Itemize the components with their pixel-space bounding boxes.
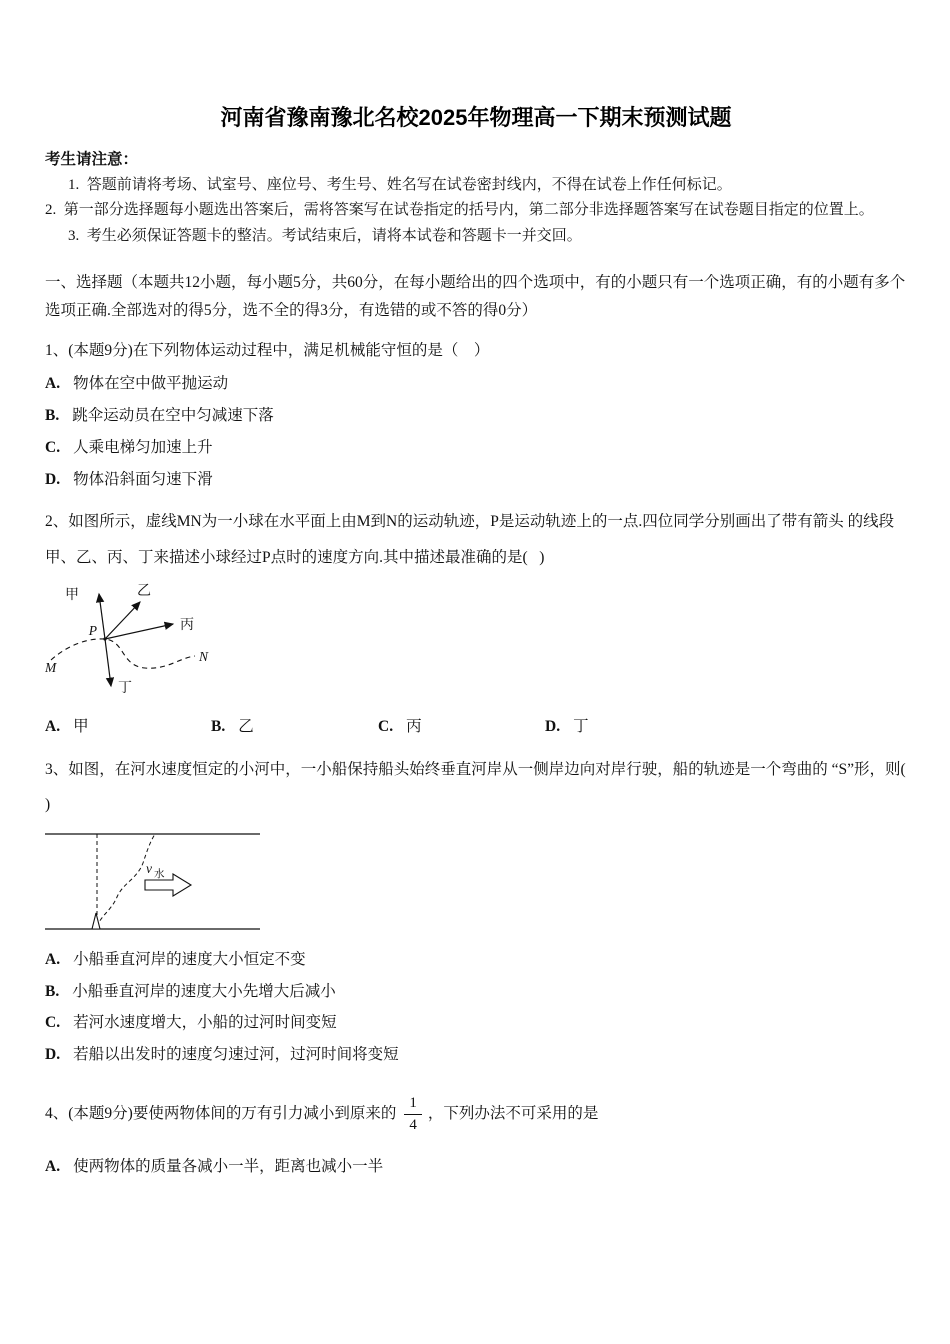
page-title: 河南省豫南豫北名校2025年物理高一下期末预测试题 bbox=[220, 105, 732, 130]
stem-text-before: 4、(本题9分)要使两物体间的万有引力减小到原来的 bbox=[45, 1104, 397, 1122]
question-4 bbox=[45, 1094, 907, 1179]
question-4-option-a bbox=[45, 1155, 907, 1180]
option-text: 若河水速度增大，小船的过河时间变短 bbox=[73, 1014, 337, 1032]
question-2 bbox=[45, 504, 907, 739]
option-text: 若船以出发时的速度匀速过河，过河时间将变短 bbox=[73, 1046, 399, 1064]
water-flow-arrow bbox=[145, 874, 191, 896]
question-3 bbox=[45, 752, 929, 1068]
question-3-figure bbox=[45, 829, 907, 941]
question-1-stem: 1、(本题9分)在下列物体运动过程中，满足机械能守恒的是（ ） bbox=[45, 342, 490, 360]
question-1-option-b bbox=[45, 404, 907, 429]
option-label: A. bbox=[45, 717, 61, 735]
label-water: 水 bbox=[154, 868, 165, 880]
stem-text-after: ，下列办法不可采用的是 bbox=[427, 1104, 599, 1122]
option-label: D. bbox=[45, 470, 61, 488]
option-text: 使两物体的质量各减小一半，距离也减小一半 bbox=[73, 1157, 384, 1175]
option-label: C. bbox=[45, 438, 61, 456]
option-text: 丁 bbox=[573, 717, 589, 735]
label-yi: 乙 bbox=[137, 583, 151, 599]
velocity-arrow-bing bbox=[105, 624, 173, 639]
option-label: C. bbox=[378, 717, 394, 735]
question-1-option-d bbox=[45, 468, 907, 493]
option-text: 物体在空中做平抛运动 bbox=[73, 375, 229, 393]
question-2-option-d bbox=[545, 714, 589, 736]
question-2-option-c bbox=[378, 714, 422, 736]
option-label: B. bbox=[45, 406, 60, 424]
fraction-denominator: 4 bbox=[409, 1116, 417, 1133]
option-text: 甲 bbox=[73, 717, 89, 735]
option-label: A. bbox=[45, 1157, 61, 1175]
option-text: 丙 bbox=[406, 717, 422, 735]
section-heading: 一、选择题（本题共12小题，每小题5分，共60分，在每小题给出的四个选项中，有的小题只有一个选项正确，有的小题有多个选项正确.全部选对的得5分，选不全的得3分，有选错的或不答的得0分） bbox=[45, 274, 906, 320]
question-2-option-a bbox=[45, 714, 89, 736]
question-2-option-b bbox=[211, 714, 254, 736]
question-2-figure bbox=[45, 582, 907, 702]
river-diagram bbox=[45, 829, 260, 936]
question-1 bbox=[45, 337, 907, 492]
notice-header: 考生请注意： bbox=[45, 150, 139, 168]
velocity-arrow-ding bbox=[105, 639, 111, 686]
option-label: D. bbox=[545, 717, 561, 735]
label-n: N bbox=[199, 648, 209, 664]
notice-item-2: 2. 第一部分选择题每小题选出答案后，需将答案写在试卷指定的括号内，第二部分非选择题答案写在试卷题目指定的位置上。 bbox=[45, 202, 874, 219]
label-jia: 甲 bbox=[65, 587, 79, 603]
notice-item-1: 1. 答题前请将考场、试室号、座位号、考生号、姓名写在试卷密封线内，不得在试卷上作任何标记。 bbox=[68, 176, 732, 193]
boat-icon bbox=[92, 913, 100, 929]
question-1-option-c bbox=[45, 436, 907, 461]
trajectory-dashed-path bbox=[51, 638, 195, 667]
option-label: C. bbox=[45, 1014, 61, 1032]
option-text: 乙 bbox=[238, 717, 254, 735]
option-label: A. bbox=[45, 375, 61, 393]
question-3-option-d bbox=[45, 1043, 907, 1068]
option-label: A. bbox=[45, 950, 61, 968]
trajectory-diagram bbox=[45, 582, 245, 697]
question-4-stem bbox=[45, 1094, 907, 1135]
notice-item-3: 3. 考生必须保证答题卡的整洁。考试结束后，请将本试卷和答题卡一并交回。 bbox=[68, 227, 582, 244]
option-text: 跳伞运动员在空中匀减速下落 bbox=[72, 406, 274, 424]
label-v: v bbox=[146, 860, 152, 876]
label-ding: 丁 bbox=[118, 680, 132, 696]
velocity-arrow-jia bbox=[99, 594, 105, 639]
label-m: M bbox=[45, 659, 57, 675]
option-text: 小船垂直河岸的速度大小恒定不变 bbox=[73, 950, 306, 968]
label-bing: 丙 bbox=[180, 617, 194, 633]
question-3-option-a bbox=[45, 948, 907, 973]
option-text: 人乘电梯匀加速上升 bbox=[73, 438, 213, 456]
option-label: D. bbox=[45, 1046, 61, 1064]
question-2-options-row bbox=[45, 714, 907, 740]
question-3-option-c bbox=[45, 1011, 907, 1036]
question-3-stem: 3、如图，在河水速度恒定的小河中，一小船保持船头始终垂直河岸从一侧岸边向对岸行驶，船的轨迹是一个弯曲的 “S”形，则( ) bbox=[45, 760, 929, 814]
option-label: B. bbox=[45, 982, 60, 1000]
question-1-option-a bbox=[45, 372, 907, 397]
fraction-numerator: 1 bbox=[404, 1094, 422, 1115]
velocity-arrow-yi bbox=[105, 602, 140, 639]
option-text: 物体沿斜面匀速下滑 bbox=[73, 470, 213, 488]
point-p-dot bbox=[103, 637, 106, 640]
question-2-stem: 2、如图所示，虚线MN为一小球在水平面上由M到N的运动轨迹，P是运动轨迹上的一点.四位同学分别画出了带有箭头 的线段甲、乙、丙、丁来描述小球经过P点时的速度方向.其中描述最准确的是( ) bbox=[45, 513, 895, 566]
question-3-option-b bbox=[45, 980, 907, 1005]
fraction bbox=[404, 1094, 422, 1135]
label-p: P bbox=[88, 622, 97, 638]
option-label: B. bbox=[211, 717, 226, 735]
option-text: 小船垂直河岸的速度大小先增大后减小 bbox=[72, 982, 336, 1000]
exam-content bbox=[45, 104, 929, 1179]
